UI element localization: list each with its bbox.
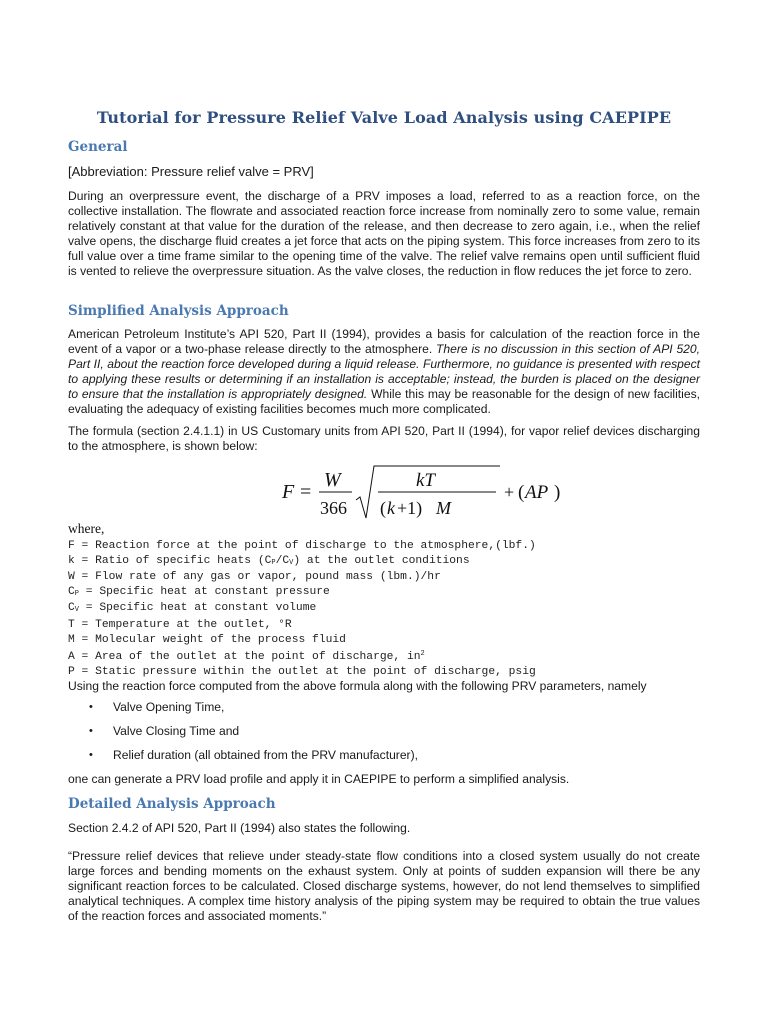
var-subscript: P bbox=[271, 558, 276, 567]
list-item bbox=[68, 700, 418, 724]
variable-definitions bbox=[68, 539, 700, 679]
heading-general: General bbox=[68, 139, 128, 155]
simplified-paragraph-3: Using the reaction force computed from the above formula along with the following PRV parameters, namely bbox=[68, 679, 647, 693]
var-definition: T = Temperature at the outlet, °R bbox=[68, 618, 292, 631]
var-superscript: 2 bbox=[420, 650, 425, 659]
simplified-paragraph-1 bbox=[68, 327, 700, 417]
heading-detailed-analysis: Detailed Analysis Approach bbox=[68, 796, 276, 812]
list-item-label: Valve Closing Time and bbox=[113, 724, 240, 738]
var-definition bbox=[68, 647, 700, 665]
var-definition bbox=[68, 554, 700, 571]
bullet-icon: • bbox=[89, 701, 93, 713]
eq-root-numerator: kT bbox=[416, 470, 435, 491]
simplified-paragraph-2: The formula (section 2.4.1.1) in US Customary units from API 520, Part II (1994), for vapor relief devices discharging to the atmosphere, is shown below: bbox=[68, 424, 700, 453]
heading-simplified-analysis: Simplified Analysis Approach bbox=[68, 303, 289, 319]
document-page bbox=[68, 0, 700, 1024]
var-definition: P = Static pressure within the outlet at the point of discharge, psig bbox=[68, 665, 536, 678]
bullet-icon: • bbox=[89, 749, 93, 761]
abbreviation-note: [Abbreviation: Pressure relief valve = PRV] bbox=[68, 164, 314, 179]
var-text: C bbox=[68, 602, 75, 615]
eq-root-den-k: k bbox=[387, 498, 395, 518]
simplified-paragraph-4: one can generate a PRV load profile and apply it in CAEPIPE to perform a simplified analysis. bbox=[68, 772, 570, 786]
var-definition: W = Flow rate of any gas or vapor, pound mass (lbm.)/hr bbox=[68, 571, 441, 584]
eq-lhs: F bbox=[282, 481, 295, 503]
var-subscript: V bbox=[74, 606, 79, 615]
list-item-label: Relief duration (all obtained from the PRV manufacturer), bbox=[113, 748, 418, 762]
var-definition bbox=[68, 585, 700, 602]
eq-tail-plus: + bbox=[504, 482, 515, 502]
var-subscript: V bbox=[289, 558, 294, 567]
eq-numerator: W bbox=[324, 469, 341, 491]
equation-graphic bbox=[280, 462, 580, 524]
detailed-paragraph-1: Section 2.4.2 of API 520, Part II (1994) also states the following. bbox=[68, 821, 411, 835]
var-text: C bbox=[68, 585, 75, 598]
simplified-paragraph-1-italic: There is no discussion in this section of API 520, Part II, about the reaction force developed during a liquid release. Furthermore, no guidance is presented with respect to applying these results or determining if an installation is acceptable; instead, the burden is placed on the designer to ensure that the installation is appropriately designed. bbox=[68, 342, 700, 401]
eq-tail-close: ) bbox=[554, 482, 561, 503]
var-text: A = Area of the outlet at the point of discharge, in bbox=[68, 651, 421, 664]
var-definition bbox=[68, 601, 700, 618]
where-label: where, bbox=[68, 521, 105, 536]
reaction-force-equation bbox=[280, 462, 580, 524]
simplified-paragraph-1-end: While this may be reasonable for the design of new facilities, evaluating the adequacy of existing facilities becomes much more complicated. bbox=[68, 387, 700, 416]
simplified-paragraph-1-start: American Petroleum Institute’s API 520, Part II (1994), provides a basis for calculation of the reaction force in the event of a vapor or a two-phase release directly to the atmosphere. bbox=[68, 327, 700, 356]
eq-root-den-open: ( bbox=[380, 498, 386, 518]
var-text: k = Ratio of specific heats (C bbox=[68, 554, 272, 567]
detailed-quote-paragraph: “Pressure relief devices that relieve under steady-state flow conditions into a closed system usually do not create large forces and bending moments on the exhaust system. Only at points of sudden expansion will there be any significant reaction forces to be calculated. Closed discharge systems, however, do not lend themselves to simplified analytical techniques. A complex time history analysis of the piping system may be required to obtain the true values of the reaction forces and associated moments.” bbox=[68, 849, 700, 923]
var-text: ) at the outlet conditions bbox=[293, 554, 470, 567]
list-item-label: Valve Opening Time, bbox=[113, 700, 225, 714]
var-text: = Specific heat at constant pressure bbox=[78, 585, 330, 598]
eq-tail-AP: AP bbox=[525, 482, 549, 503]
eq-denominator: 366 bbox=[320, 498, 347, 518]
list-item bbox=[68, 748, 418, 772]
var-text: /C bbox=[275, 554, 290, 567]
eq-root-den-M: M bbox=[436, 498, 451, 518]
eq-equals: = bbox=[300, 481, 312, 503]
prv-parameter-list bbox=[68, 700, 418, 772]
var-definition: F = Reaction force at the point of discharge to the atmosphere,(lbf.) bbox=[68, 540, 536, 552]
eq-tail-open: ( bbox=[518, 482, 525, 503]
var-subscript: P bbox=[74, 589, 79, 598]
eq-root-den-plus: +1) bbox=[397, 498, 423, 518]
general-paragraph: During an overpressure event, the discharge of a PRV imposes a load, referred to as a reaction force, on the collective installation. The flowrate and associated reaction force increase from nominally zero to some value, remain relatively constant at that value for the duration of the release, and then decrease to zero again, i.e., when the relief valve opens, the discharge fluid creates a jet force that acts on the piping system. This force increases from zero to its full value over a time frame similar to the opening time of the valve. The relief valve remains open until sufficient fluid is vented to relieve the overpressure situation. As the valve closes, the reduction in flow reduces the jet force to zero. bbox=[68, 189, 700, 278]
list-item bbox=[68, 724, 418, 748]
var-definition: M = Molecular weight of the process fluid bbox=[68, 633, 346, 646]
bullet-icon: • bbox=[89, 725, 93, 737]
page-title: Tutorial for Pressure Relief Valve Load Analysis using CAEPIPE bbox=[96, 108, 672, 127]
var-text: = Specific heat at constant volume bbox=[78, 602, 317, 615]
